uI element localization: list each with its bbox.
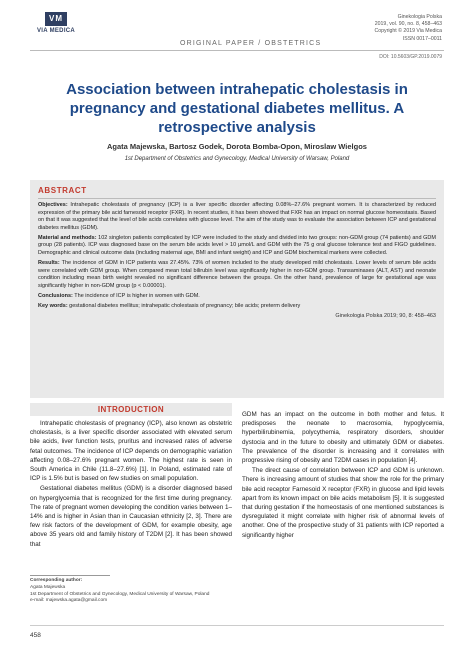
abstract-label: Conclusions: xyxy=(38,293,73,300)
body-paragraph: The direct cause of correlation between ICP and GDM is unknown. There is increasing amount of studies that show the role for the primary bile acid receptor Farnesoid X receptor (FXR) in glucose and lipid levels apart from its known impact on bile acids metabolism [5]. It is suggested that during gestation if the homeostasis of one mentioned substances is dysregulated it might correlate with higher risk of abnormal levels of another. One of the prospective study of 31 patients with ICP reported a significantly higher xyxy=(242,467,444,539)
body-paragraph: GDM has an impact on the outcome in both mother and fetus. It predisposes the neonate to macrosomia, hypoglycemia, hyperbilirubinemia, polycythemia, respiratory disorders, shoulder dystocia and in the future to obesity and ultimately GDM or diabetes. The prevalence of the disorder is increasing and it correlates with progressive rising of obesity and T2DM cases in population [4]. xyxy=(242,411,444,465)
doi-link[interactable]: DOI: 10.5603/GP.2019.0079 xyxy=(379,54,442,60)
abstract-label: Results: xyxy=(38,260,60,267)
abstract-keywords xyxy=(38,303,436,311)
abstract-heading: ABSTRACT xyxy=(38,186,436,199)
abstract-text: The incidence of ICP is higher in women with GDM. xyxy=(72,293,200,300)
abstract-text: Intrahepatic cholestasis of pregnancy (ICP) is a liver specific disorder affecting 0.08%–27.6% pregnant women. It is characterized by reduced expression of the primary bile acid farnesoid receptor (FXR). In recent studies, it has been showed that FXR has an impact on normal glucose homeostasis. Based on that it was suggested that the level of bile acids correlates with glucose level. The aim of the study was to evaluate the association between ICP and gestational diabetes mellitus (GDM). xyxy=(38,202,436,231)
body-paragraph: Intrahepatic cholestasis of pregnancy (ICP), also known as obstetric cholestasis, is a liver specific disorder associated with elevated serum bile acids, liver function tests, pruritus and increased rates of adverse fetal outcomes. The incidence of ICP depends on demographic variation affecting 0.08–27.6% pregnant women. The highest rate is seen in South America in Chile (11.8–27.6%) [1]. In Poland, estimated rate of ICP is 1.5% but is based on few studies on small population. xyxy=(30,420,232,483)
abstract-objectives xyxy=(38,202,436,232)
logo-mark: VM xyxy=(45,12,67,26)
correspondence-name: Agata Majewska xyxy=(30,584,66,590)
section-label: ORIGINAL PAPER / OBSTETRICS xyxy=(180,40,322,47)
correspondence-email[interactable]: e-mail: majewska.agata@gmail.com xyxy=(30,598,108,604)
article-title: Association between intrahepatic cholestasis in pregnancy and gestational diabetes mellitus. A retrospective analysis xyxy=(66,81,408,136)
publisher-logo xyxy=(30,12,82,34)
page-number: 458 xyxy=(30,632,41,639)
affiliation: 1st Department of Obstetrics and Gynecology, Medical University of Warsaw, Poland xyxy=(124,156,350,162)
abstract-label: Objectives: xyxy=(38,202,68,208)
correspondence-address: 1st Department of Obstetrics and Gynecology, Medical University of Warsaw, Poland xyxy=(30,591,210,597)
journal-citation: Ginekologia Polska 2019; 90, 8: 458–463 xyxy=(335,313,436,320)
abstract-conclusions xyxy=(38,293,436,301)
footer-divider xyxy=(30,625,444,626)
abstract-text: gestational diabetes mellitus; intrahepatic cholestasis of pregnancy; bile acids; preterm delivery xyxy=(67,303,301,310)
abstract-label: Material and methods: xyxy=(38,234,97,241)
abstract-text: The incidence of GDM in ICP patients was 27.45%. 73% of women included to the study developed mild cholestasis. Lower levels of serum bile acids were correlated with GDM group. When compared mean total bilirubin level was significantly higher in non-GDM group. Transaminases (ALT, AST) and neonate condition including mean birth weight revealed no significant difference between the groups. On the other hand, prevalence of large for gestational age was significantly higher in non-GDM group (p < 0.00001). xyxy=(38,260,436,289)
journal-copyright: Copyright © 2019 Via Medica xyxy=(374,28,442,35)
body-paragraph: Gestational diabetes mellitus (GDM) is a disorder diagnosed based on hyperglycemia that is recognized for the first time during pregnancy. The rate of pregnant women developing the condition varies between 1–14% and is higher in Asian than in Caucasian ethnicity [2, 3]. There are few risk factors of the development of GDM, for example obesity, age above 35 years old and family history of T2DM [2]. It has been showed that xyxy=(30,485,232,548)
footnote-divider xyxy=(30,575,110,576)
abstract-label: Key words: xyxy=(38,303,68,310)
body-column-left xyxy=(30,403,232,550)
journal-volume: 2019, vol. 90, no. 8, 458–463 xyxy=(374,21,442,28)
abstract-results xyxy=(38,260,436,290)
correspondence-block xyxy=(30,578,240,605)
body-column-right xyxy=(242,410,444,541)
journal-info xyxy=(375,14,442,43)
header-divider xyxy=(30,50,444,51)
abstract-text: 102 singleton patients complicated by ICP were included to the study and divided into two groups: non-GDM group (74 patients) and GDM group (28 patients). ICP was diagnosed base on the serum bile acids level > 10 µmol/L and GDM with the 75 g oral glucose tolerance test and FIGO guidelines. Demographic and clinical outcome data (including maternal age, BMI and infant weight) and ICP and GDM biochemical markers were collected. xyxy=(38,234,436,257)
author-list: Agata Majewska, Bartosz Godek, Dorota Bomba-Opon, Miroslaw Wielgos xyxy=(107,142,367,151)
abstract-box xyxy=(30,180,444,398)
introduction-heading: INTRODUCTION xyxy=(30,403,232,416)
abstract-methods xyxy=(38,235,436,258)
journal-name: Ginekologia Polska xyxy=(397,14,442,20)
correspondence-label: Corresponding author: xyxy=(30,578,83,583)
logo-text: VIA MEDICA xyxy=(36,28,76,34)
journal-issn: ISSN 0017–0011 xyxy=(402,35,442,42)
